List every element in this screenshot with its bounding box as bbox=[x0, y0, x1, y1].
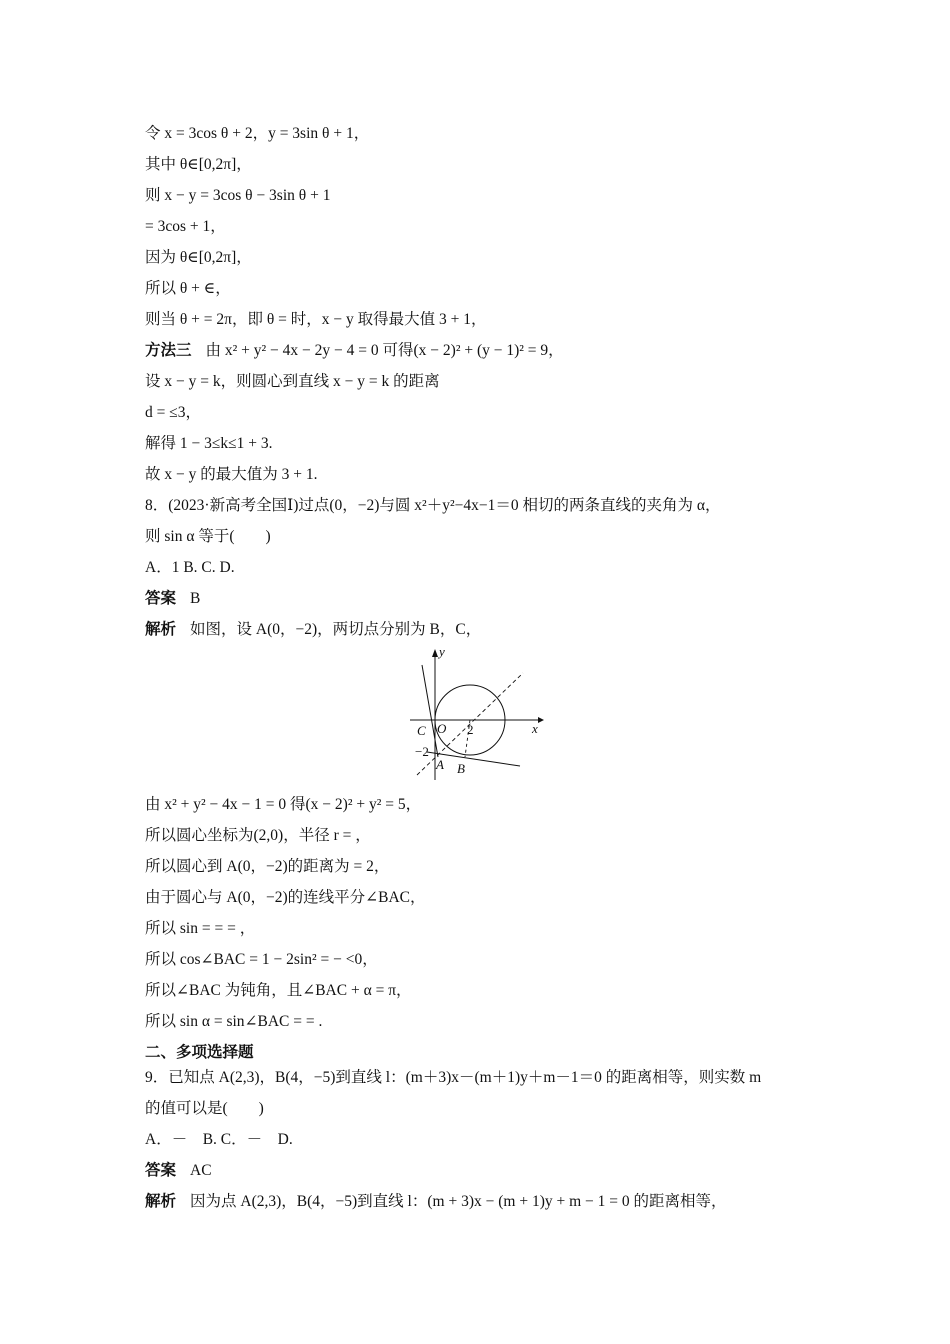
label-point-c: C bbox=[417, 723, 426, 738]
line-text: 8．(2023·新高考全国Ⅰ)过点(0，−2)与圆 x²＋y²−4x−1＝0 相切的两条直线的夹角为 α， bbox=[145, 497, 721, 514]
text-line bbox=[145, 795, 421, 815]
text-line bbox=[145, 155, 252, 175]
line-text: 所以圆心到 A(0，−2)的距离为 = 2， bbox=[145, 858, 390, 875]
line-text: 由 x² + y² − 4x − 1 = 0 得(x − 2)² + y² = 5， bbox=[145, 796, 422, 813]
label-point-a: A bbox=[436, 757, 444, 772]
text-line bbox=[145, 279, 231, 299]
line-text: 则 sin α 等于( ) bbox=[145, 528, 271, 545]
text-line bbox=[145, 496, 720, 516]
line-text: d = ≤3， bbox=[145, 404, 201, 421]
text-line bbox=[145, 310, 487, 330]
text-line bbox=[145, 465, 317, 485]
section-label: 答案 bbox=[145, 1162, 177, 1179]
section-label: 解析 bbox=[145, 621, 177, 638]
line-text: 如图，设 A(0，−2)，两切点分别为 B，C， bbox=[190, 621, 482, 638]
line-text: 由 x² + y² − 4x − 2y − 4 = 0 可得(x − 2)² + (y − 1)² = 9， bbox=[205, 342, 564, 359]
text-line bbox=[145, 589, 200, 609]
line-text: 所以 θ + ∈， bbox=[145, 280, 231, 297]
section-label: 答案 bbox=[145, 590, 177, 607]
text-line bbox=[145, 1068, 761, 1088]
text-line bbox=[145, 1192, 727, 1212]
line-text: A．－ B. C．－ D. bbox=[145, 1131, 293, 1148]
line-text: 由于圆心与 A(0，−2)的连线平分∠BAC， bbox=[145, 889, 426, 906]
text-line bbox=[145, 124, 369, 144]
text-line bbox=[145, 1161, 212, 1181]
line-text: 则 x − y = 3cos θ − 3sin θ + 1 bbox=[145, 187, 331, 204]
circle-tangent-figure bbox=[405, 645, 555, 780]
text-line bbox=[145, 620, 481, 640]
label-point-b: B bbox=[457, 761, 465, 776]
line-text: = 3cos + 1， bbox=[145, 218, 226, 235]
text-line bbox=[145, 1130, 293, 1150]
text-line bbox=[145, 857, 389, 877]
text-line bbox=[145, 1043, 254, 1063]
section-label: 方法三 bbox=[145, 342, 192, 359]
text-line bbox=[145, 341, 564, 361]
line-text: 解得 1 − 3≤k≤1 + 3. bbox=[145, 435, 273, 452]
line-text: 所以 sin α = sin∠BAC = = . bbox=[145, 1013, 323, 1030]
line-text: B bbox=[190, 590, 201, 607]
section-label: 解析 bbox=[145, 1193, 177, 1210]
label-tick-2: 2 bbox=[467, 722, 474, 737]
text-line bbox=[145, 919, 255, 939]
line-text: 因为点 A(2,3)，B(4，−5)到直线 l：(m + 3)x − (m + 1)y + m − 1 = 0 的距离相等， bbox=[190, 1193, 727, 1210]
text-line bbox=[145, 981, 412, 1001]
x-axis-arrow bbox=[538, 717, 544, 723]
text-line bbox=[145, 826, 371, 846]
text-line bbox=[145, 248, 252, 268]
text-line bbox=[145, 1012, 322, 1032]
text-line bbox=[145, 186, 330, 206]
text-line bbox=[145, 527, 271, 547]
line-text: 所以圆心坐标为(2,0)，半径 r = ， bbox=[145, 827, 371, 844]
text-line bbox=[145, 434, 273, 454]
line-text: 故 x − y 的最大值为 3 + 1. bbox=[145, 466, 318, 483]
line-text: 9．已知点 A(2,3)，B(4，−5)到直线 l：(m＋3)x－(m＋1)y＋m－1＝0 的距离相等，则实数 m bbox=[145, 1069, 762, 1086]
line-text: 所以∠BAC 为钝角，且∠BAC + α = π， bbox=[145, 982, 412, 999]
label-origin: O bbox=[437, 721, 447, 736]
text-line bbox=[145, 558, 235, 578]
text-line bbox=[145, 950, 378, 970]
line-text: 则当 θ + = 2π，即 θ = 时，x − y 取得最大值 3 + 1， bbox=[145, 311, 487, 328]
line-text: 的值可以是( ) bbox=[145, 1100, 264, 1117]
text-line bbox=[145, 1099, 264, 1119]
text-line bbox=[145, 403, 201, 423]
line-text: A．1 B. C. D. bbox=[145, 559, 235, 576]
label-tick-neg2: −2 bbox=[415, 744, 429, 759]
text-line bbox=[145, 217, 226, 237]
text-line bbox=[145, 372, 440, 392]
line-text: 所以 cos∠BAC = 1 − 2sin² = − <0， bbox=[145, 951, 378, 968]
line-text: 设 x − y = k，则圆心到直线 x − y = k 的距离 bbox=[145, 373, 440, 390]
line-text: AC bbox=[190, 1162, 212, 1179]
label-x: x bbox=[532, 721, 538, 736]
line-text: 令 x = 3cos θ + 2，y = 3sin θ + 1， bbox=[145, 125, 370, 142]
y-axis-arrow bbox=[432, 649, 438, 657]
text-line bbox=[145, 888, 426, 908]
line-text: 因为 θ∈[0,2π]， bbox=[145, 249, 252, 266]
label-y: y bbox=[439, 645, 445, 659]
line-text: 所以 sin = = = ， bbox=[145, 920, 256, 937]
section-label: 二、多项选择题 bbox=[145, 1044, 254, 1061]
line-text: 其中 θ∈[0,2π]， bbox=[145, 156, 252, 173]
